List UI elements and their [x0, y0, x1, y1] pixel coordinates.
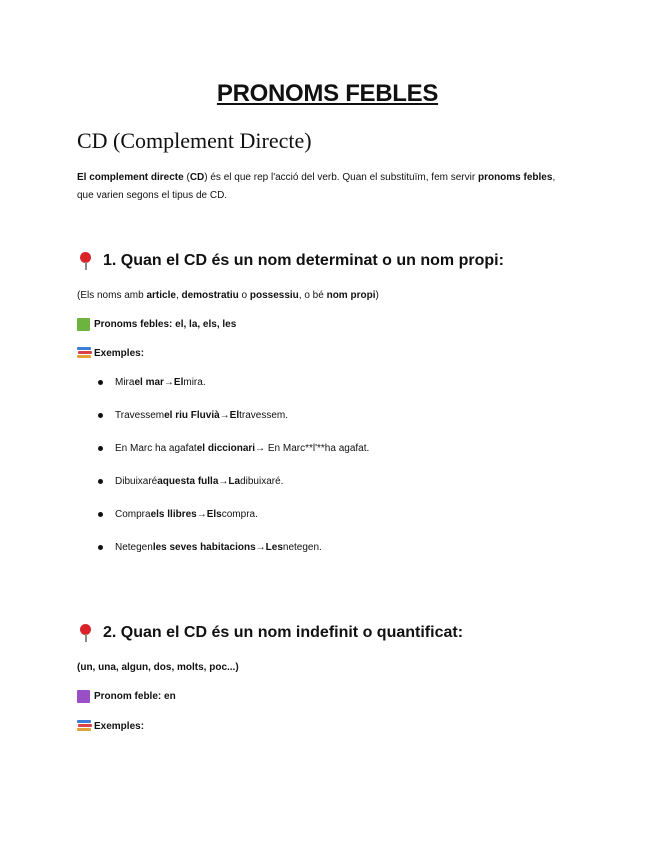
note-term: nom propi	[326, 290, 376, 301]
example-text: Dibuixaré	[115, 476, 158, 487]
note-term: demostratiu	[181, 290, 239, 301]
note-text: ,	[175, 290, 182, 301]
section2-heading	[77, 624, 463, 642]
note-term: (un, una, algun, dos, molts, poc...)	[77, 662, 239, 673]
list-item	[98, 410, 288, 421]
bullet-icon	[98, 479, 103, 484]
example-text: netegen.	[282, 542, 322, 553]
example-arrow: →	[196, 509, 207, 520]
pin-icon	[77, 624, 95, 642]
example-arrow: → En Marc	[255, 443, 306, 454]
intro-term: El complement directe	[77, 172, 184, 183]
bullet-icon	[98, 545, 103, 550]
example-cd: el riu Fluvià	[164, 410, 220, 421]
note-text: , o bé	[298, 290, 327, 301]
pronom-label: Pronom feble	[94, 691, 158, 702]
intro-text: ) és el que rep l'acció del verb. Quan el substituïm, fem servir	[204, 172, 478, 183]
example-cd: els llibres	[150, 509, 197, 520]
bullet-icon	[98, 446, 103, 451]
green-square-icon	[77, 318, 90, 331]
list-item	[98, 542, 322, 553]
example-arrow: →	[163, 377, 174, 388]
books-icon	[77, 720, 91, 732]
pin-icon	[77, 252, 95, 270]
example-text: compra.	[221, 509, 258, 520]
example-pronoun: La	[228, 476, 241, 487]
section2-examples-label	[77, 720, 144, 732]
bullet-icon	[98, 413, 103, 418]
cd-heading: CD (Complement Directe)	[77, 128, 312, 153]
list-item	[98, 476, 283, 487]
example-cd: el diccionari	[196, 443, 256, 454]
example-text: Mira	[115, 377, 135, 388]
page-title: PRONOMS FEBLES	[216, 80, 439, 107]
example-arrow: →	[255, 542, 266, 553]
intro-text: , que varien segons el tipus de CD.	[77, 172, 556, 201]
examples-label: Exemples:	[94, 720, 145, 732]
bullet-icon	[98, 380, 103, 385]
list-item	[98, 509, 258, 520]
section1-note	[77, 290, 379, 301]
example-pronoun: **l'**	[305, 443, 325, 454]
section2-pronom	[77, 690, 176, 703]
note-term: article	[146, 290, 176, 301]
example-pronoun: El	[173, 377, 184, 388]
example-text: dibuixaré.	[240, 476, 284, 487]
note-text: (Els noms amb	[77, 290, 147, 301]
pronoms-value: : el, la, els, les	[169, 319, 237, 330]
example-cd: el mar	[134, 377, 164, 388]
example-cd: aquesta fulla	[157, 476, 219, 487]
example-text: Compra	[115, 509, 151, 520]
books-icon	[77, 347, 91, 359]
example-text: Travessem	[115, 410, 165, 421]
section1-heading	[77, 252, 504, 270]
bullet-icon	[98, 512, 103, 517]
section1-pronoms	[77, 318, 236, 331]
example-pronoun: El	[229, 410, 240, 421]
examples-label: Exemples:	[94, 347, 145, 359]
list-item	[98, 443, 369, 454]
example-text: travessem.	[239, 410, 289, 421]
note-text: )	[375, 290, 379, 301]
example-arrow: →	[219, 410, 230, 421]
example-arrow: →	[218, 476, 229, 487]
pronoms-label: Pronoms febles	[94, 319, 170, 330]
intro-text: (	[183, 172, 190, 183]
example-pronoun: Els	[206, 509, 222, 520]
example-cd: les seves habitacions	[152, 542, 256, 553]
section1-examples-label	[77, 347, 144, 359]
note-text: o	[238, 290, 250, 301]
example-text: ha agafat.	[324, 443, 370, 454]
list-item	[98, 377, 206, 388]
purple-square-icon	[77, 690, 90, 703]
intro-term: pronoms febles	[477, 172, 553, 183]
section1-heading-text: 1. Quan el CD és un nom determinat o un nom propi:	[103, 252, 504, 269]
pronom-value: : en	[157, 691, 176, 702]
section2-heading-text: 2. Quan el CD és un nom indefinit o quantificat:	[103, 624, 464, 641]
intro-paragraph	[77, 169, 557, 205]
example-pronoun: Les	[265, 542, 283, 553]
section2-note	[77, 662, 239, 673]
example-text: Netegen	[115, 542, 153, 553]
note-term: possessiu	[249, 290, 299, 301]
example-text: En Marc ha agafat	[115, 443, 197, 454]
intro-abbr: CD	[189, 172, 205, 183]
example-text: mira.	[183, 377, 206, 388]
